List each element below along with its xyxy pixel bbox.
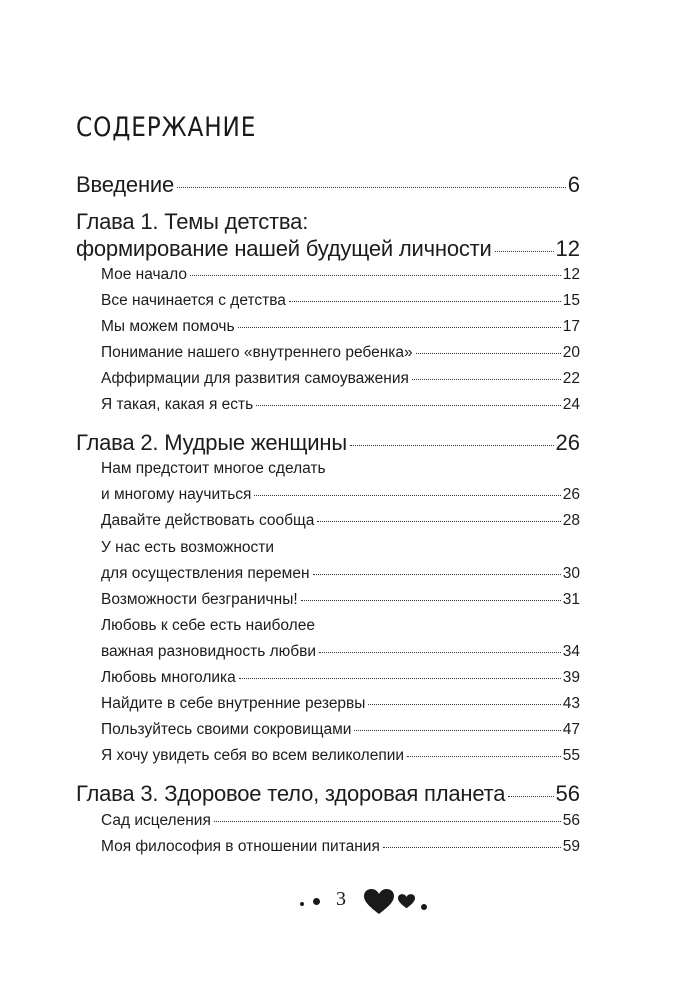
toc-section[interactable] [101, 486, 580, 504]
toc-entry-title: для осуществления перемен [101, 565, 310, 582]
toc-entry-page: 47 [562, 721, 580, 738]
dot-leader [383, 847, 561, 848]
toc-entry-page: 12 [562, 266, 580, 283]
toc-entry-title: Давайте действовать сообща [101, 512, 315, 529]
page-number: 3 [336, 888, 346, 910]
toc-section[interactable] [101, 292, 580, 310]
toc-section[interactable] [101, 747, 580, 765]
toc-section[interactable] [101, 512, 580, 530]
dot-leader [301, 600, 561, 601]
dot-leader [190, 275, 561, 276]
dot-leader [495, 251, 554, 252]
toc-entry-title: Любовь многолика [101, 669, 236, 686]
toc-section[interactable] [101, 591, 580, 609]
dot-leader [256, 405, 561, 406]
dot-leader [214, 821, 561, 822]
toc-entry-title: Введение [76, 172, 175, 197]
toc-entry-title: Возможности безграничны! [101, 591, 298, 608]
toc-entry-title: Глава 1. Темы детства: [76, 209, 309, 234]
toc-entry-title: Любовь к себе есть наиболее [101, 617, 315, 634]
toc-entry-title: У нас есть возможности [101, 539, 275, 556]
dot-leader [350, 445, 554, 446]
toc-section[interactable] [101, 318, 580, 336]
dot-leader [254, 495, 560, 496]
toc-entry-title: Я хочу увидеть себя во всем великолепии [101, 747, 405, 764]
toc-chapter-1-line-2[interactable] [76, 236, 580, 262]
toc-section-line-1[interactable] [101, 539, 580, 557]
toc-entry-page: 56 [562, 812, 580, 829]
dot-leader [317, 521, 560, 522]
toc-entry-introduction[interactable] [76, 172, 580, 198]
toc-section[interactable] [101, 396, 580, 414]
toc-entry-page: 31 [562, 591, 580, 608]
toc-entry-page: 34 [562, 643, 580, 660]
toc-section[interactable] [101, 565, 580, 583]
page-folio [0, 887, 686, 917]
toc-section-line-1[interactable] [101, 460, 580, 478]
dot-ornament-icon [421, 904, 427, 910]
toc-entry-page: 59 [562, 838, 580, 855]
dot-leader [238, 327, 561, 328]
toc-section[interactable] [101, 266, 580, 284]
heart-icon [364, 889, 394, 915]
toc-entry-title: Глава 3. Здоровое тело, здоровая планета [76, 781, 506, 806]
toc-section[interactable] [101, 838, 580, 856]
toc-entry-page: 12 [555, 236, 580, 261]
toc-chapter-1-line-1[interactable] [76, 209, 580, 235]
toc-entry-title: Сад исцеления [101, 812, 211, 829]
toc-entry-page: 30 [562, 565, 580, 582]
dot-leader [508, 796, 553, 797]
toc-entry-title: Моя философия в отношении питания [101, 838, 380, 855]
toc-entry-page: 28 [562, 512, 580, 529]
dot-leader [412, 379, 561, 380]
toc-entry-title: Найдите в себе внутренние резервы [101, 695, 366, 712]
toc-entry-page: 56 [555, 781, 580, 806]
toc-section[interactable] [101, 812, 580, 830]
toc-entry-title: Я такая, какая я есть [101, 396, 254, 413]
toc-entry-page: 20 [562, 344, 580, 361]
dot-leader [313, 574, 561, 575]
dot-leader [177, 187, 566, 188]
toc-chapter-3[interactable] [76, 781, 580, 807]
toc-entry-title: Мое начало [101, 266, 188, 283]
dot-leader [354, 730, 560, 731]
toc-entry-page: 17 [562, 318, 580, 335]
dot-leader [416, 353, 561, 354]
toc-entry-page: 6 [567, 172, 580, 197]
dot-leader [368, 704, 560, 705]
toc-entry-page: 24 [562, 396, 580, 413]
toc-entry-page: 43 [562, 695, 580, 712]
toc-entry-title: и многому научиться [101, 486, 252, 503]
dot-ornament-icon [300, 902, 304, 906]
toc-entry-title: важная разновидность любви [101, 643, 317, 660]
toc-entry-page: 55 [562, 747, 580, 764]
toc-entry-title: формирование нашей будущей личности [76, 236, 492, 261]
toc-section[interactable] [101, 695, 580, 713]
toc-entry-title: Мы можем помочь [101, 318, 235, 335]
toc-section[interactable] [101, 669, 580, 687]
toc-section[interactable] [101, 643, 580, 661]
dot-leader [289, 301, 561, 302]
toc-section[interactable] [101, 344, 580, 362]
toc-entry-title: Глава 2. Мудрые женщины [76, 430, 347, 455]
toc-heading: СОДЕРЖАНИЕ [76, 112, 257, 143]
small-heart-icon [398, 894, 415, 909]
toc-entry-title: Нам предстоит многое сделать [101, 460, 326, 477]
toc-entry-page: 22 [562, 370, 580, 387]
toc-entry-title: Понимание нашего «внутреннего ребенка» [101, 344, 413, 361]
dot-leader [407, 756, 561, 757]
dot-ornament-icon [313, 898, 320, 905]
dot-leader [239, 678, 561, 679]
toc-section[interactable] [101, 370, 580, 388]
toc-chapter-2[interactable] [76, 430, 580, 456]
toc-section-line-1[interactable] [101, 617, 580, 635]
toc-section[interactable] [101, 721, 580, 739]
toc-entry-title: Пользуйтесь своими сокровищами [101, 721, 352, 738]
toc-entry-page: 26 [562, 486, 580, 503]
toc-entry-page: 26 [555, 430, 580, 455]
dot-leader [319, 652, 561, 653]
toc-entry-page: 15 [562, 292, 580, 309]
toc-entry-title: Все начинается с детства [101, 292, 286, 309]
toc-entry-title: Аффирмации для развития самоуважения [101, 370, 409, 387]
toc-entry-page: 39 [562, 669, 580, 686]
